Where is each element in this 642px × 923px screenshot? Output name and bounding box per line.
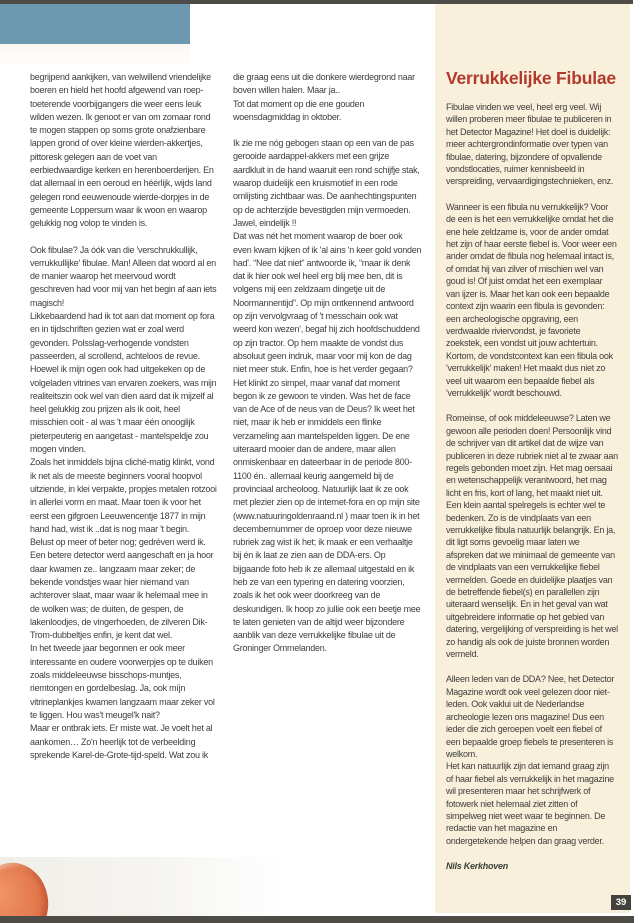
bottom-rule	[0, 916, 634, 923]
sidebar-paragraph: Het kan natuurlijk zijn dat iemand graag zijn of haar fiebel als verrukkelijk in het magazine wil presenteren maar het schrijfwerk of fotowerk niet helemaal ziet zitten of simpelweg niet weet waar te beginnen. De redactie van het magazine en ondergetekende helpen dan graag verder.	[446, 761, 614, 846]
sidebar-paragraph: Romeinse, of ook middeleeuwse? Laten we gewoon alle perioden doen! Persoonlijk vind de schrijver van dit artikel dat de wijze van publiceren in deze rubriek niet al te zwaar aan regels gebonden moet zijn. Het mag oersaai en wetenschappelijk verantwoord, het mag licht en fris, kort of lang, het maakt niet uit. Een klein aantal spelregels is echter wel te bedenken. Zo is de vindplaats van een verrukkelijke fibula natuurlijk belangrijk. En ja, dit ligt soms gevoelig maar laten we afspreken dat we minimaal de gemeente van de vindplaats van een verrukkelijke fiebel vermelden. Goede en duidelijke plaatjes van de betreffende fiebel(s) en parallellen zijn uiteraard wenselijk. En in het geval van wat uitgebreidere informatie op het gebied van datering, vergelijking of verspreiding is het wel zo handig als ook de juiste bronnen worden vermeld.	[446, 413, 618, 660]
article-paragraph: Ik zie me nóg gebogen staan op een van de pas gerooide aardappel-akkers met een grijze aardkluit in de hand waaruit een rond schijfje stak, waarop duidelijk een kruismotief in een rode omlijsting zichtbaar was. De aanhechtingspunten op de achterzijde bevestigden mijn vermoeden.	[233, 138, 420, 215]
sidebar-verrukkelijke-fibulae	[435, 4, 630, 913]
article-paragraph: Belust op meer of beter nog; gedréven werd ik. Een betere detector werd aangeschaft en ja hoor daar kwamen ze.. langzaam maar zeker; de bekende vondstjes waar hier niemand van achterover slaat, maar waar ik helemaal mee in de wolken was; de duiten, de gespen, de lakenloodjes, de vingerhoeden, de zilveren Dik-Trom-dubbeltjes enfin, je kent dat wel.	[30, 537, 214, 641]
sidebar-author: Nils Kerkhoven	[446, 861, 509, 872]
photo-fragment-bottom-left	[0, 857, 300, 916]
article-paragraph: Likkebaardend had ik tot aan dat moment op fora en in tijdschriften gezien wat er zoal werd gevonden. Polsslag-verhogende vondsten passeerden, al scrollend, achteloos de revue.	[30, 311, 215, 361]
sidebar-title: Verrukkelijke Fibulae	[446, 68, 616, 88]
faded-photo-top-left	[0, 44, 190, 70]
sidebar-paragraph: Fibulae vinden we veel, heel erg veel. Wij willen proberen meer fibulae te publiceren in het Detector Magazine! Het doel is duidelijk: meer achtergrondinformatie over typen van fibulae, datering, bijzondere of opvallende vondstlocaties, ruimer kennisbeeld in verspreiding, vervaardigingstechnieken, enz.	[446, 102, 614, 187]
article-paragraph: Dat was nét het moment waarop de boer ook even kwam kijken of ik 'al ains 'n keer gold vonden had'. “Nee dat niet” antwoorde ik, “maar ik denk dat ik hier ook wel heel erg blij mee ben, dit is volgens mij een zeldzaam dingetje uit de Noormannentijd”. Op mijn ontkennend antwoord op zijn vervolgvraag of 't messchain ook wat weerd kon wezen', begaf hij zich hoofdschuddend op zijn tractor. Op hem maakte de vondst dus absoluut geen indruk, maar voor mij kon de dag niet meer stuk. Enfin, hoe is het verder gegaan? Het klinkt zo simpel, maar vanaf dat moment begon ik ze gewoon te vinden. Was het de face van de Ace of de neus van de Deus? Ik weet het niet, maar ik heb er inmiddels een flinke verzameling aan mantelspelden liggen. De ene uiteraard mooier dan de andere, maar allen onmiskenbaar en dateerbaar in de periode 800-1100 én.. allemaal keurig aangemeld bij de provinciaal archeoloog. Natuurlijk laat ik ze ook met plezier zien op de internet-fora en op mijn site (www.natuuringoldenraand.nl ) maar toen ik in het decembernummer de oproep voor deze nieuwe rubriek zag wist ik het; ik maak er een verhaaltje bij én ik laat ze zien aan de DDA-ers. Op bijgaande foto heb ik ze allemaal uitgestald en ik heb ze van een typering en datering voorzien, zoals ik het ook weer doorkreeg van de deskundigen. Ik hoop zo jullie ook een beetje mee te laten genieten van de altijd weer bijzondere aanblik van deze verrukkelijke fibulae uit de Groninger Ommelanden.	[233, 231, 422, 654]
article-paragraph: Tot dat moment op die ene gouden woensdagmiddag in oktober.	[233, 98, 365, 122]
article-paragraph: die graag eens uit die donkere wierdegrond naar boven willen halen. Maar ja..	[233, 72, 415, 96]
sidebar-paragraph: Alleen leden van de DDA? Nee, het Detector Magazine wordt ook veel gelezen door niet-leden. Ook vaklui uit de Nederlandse archeologie lezen ons magazine! Dus een ieder die zich geroepen voelt een fiebel of een bepaalde groep fiebels te presenteren is welkom.	[446, 674, 615, 759]
article-paragraph: Maar er ontbrak iets. Er miste wat. Je voelt het al aankomen… Zo'n heerlijk tot de verbeelding sprekende Karel-de-Grote-tijd-speld. Wat zou ik	[30, 723, 213, 760]
article-paragraph: Hoewel ik mijn ogen ook had uitgekeken op de volgeladen vitrines van ervaren zoekers, was mijn realiteitszin ook wel van dien aard dat ik mijzelf al heel gelukkig zou prijzen als ik ooit, heel misschien ooit - al was 't maar één onooglijk pieterpeuterig en aangetast - mantelspeldje zou mogen vinden.	[30, 364, 217, 455]
page-number-badge: 39	[611, 895, 631, 910]
article-column-2	[233, 71, 423, 656]
article-paragraph: begrijpend aankijken, van welwillend vriendelijke boeren en hield het hoofd afgewend van roep-toeterende voorbijgangers die weer eens leuk wilden wezen. Ik genoot er van om zomaar rond te mogen stappen op soms grote onafzienbare lappen grond of over kleine wierden-akkertjes, pittoresk gelegen aan de voet van eerbiedwaardige kerken en herenboerderijen. En dat allemaal in een oeroud en héérlijk, wijds land gelegen rond eeuwenoude wierde-dorpjes in de gemeente Loppersum waar ik woon en waarop gelukkig nog volop te vinden is.	[30, 72, 214, 229]
article-column-1	[30, 71, 218, 762]
article-paragraph: Ook fibulae? Ja óók van die 'verschrukkullijk, verrukkullijke' fibulae. Man! Alleen dat woord al en de manier waarop het meervoud wordt geschreven had voor mij van het begin af aan iets magisch!	[30, 244, 217, 308]
header-blue-photo-block	[0, 4, 190, 44]
sidebar-paragraph: Wanneer is een fibula nu verrukkelijk? Voor de een is het een verrukkelijke omdat het die ene hele zeldzame is, voor de ander omdat het zijn of haar eerste fiebel is. Voor weer een ander omdat de fibula nog helemaal intact is, of omdat hij van zilver of mischien wel van goud is! Of juist omdat het een exemplaar van ijzer is. Maar het kan ook een bepaalde context zijn waarin een fibula is gevonden: een archeologische opgraving, een verdwaalde riviervondst, je favoriete zoekstek, een vondst uit jouw achtertuin. Kortom, de vondstcontext kan een fibula ook 'verrukkelijk' maken! Het maakt dus niet zo veel uit waarom een bepaalde fiebel als 'verrukkelijk' wordt beschouwd.	[446, 201, 617, 398]
article-paragraph: Jawel, eindelijk !!	[233, 217, 297, 228]
fingertip-photo	[0, 857, 58, 916]
article-paragraph: In het tweede jaar begonnen er ook meer interessante en oudere voorwerpjes op te duiken zoals middeleeuwse bisschops-muntjes, riemtongen en gordelbeslag. Ja, ook míjn vitrineplankjes kwamen langzaam maar zeker vol te liggen. Hou was't meugel'k nait?	[30, 643, 215, 720]
article-paragraph: Zoals het inmiddels bijna cliché-matig klinkt, vond ik net als de meeste beginners vooral hoopvol uitziende, in klei verpakte, propjes metalen rotzooi in allerlei vorm en maat. Maar toen ik voor het eerst een gifgroen Leeuwencentje 1877 in mijn hand had, wist ik ..dat is nog maar 't begin.	[30, 457, 217, 534]
